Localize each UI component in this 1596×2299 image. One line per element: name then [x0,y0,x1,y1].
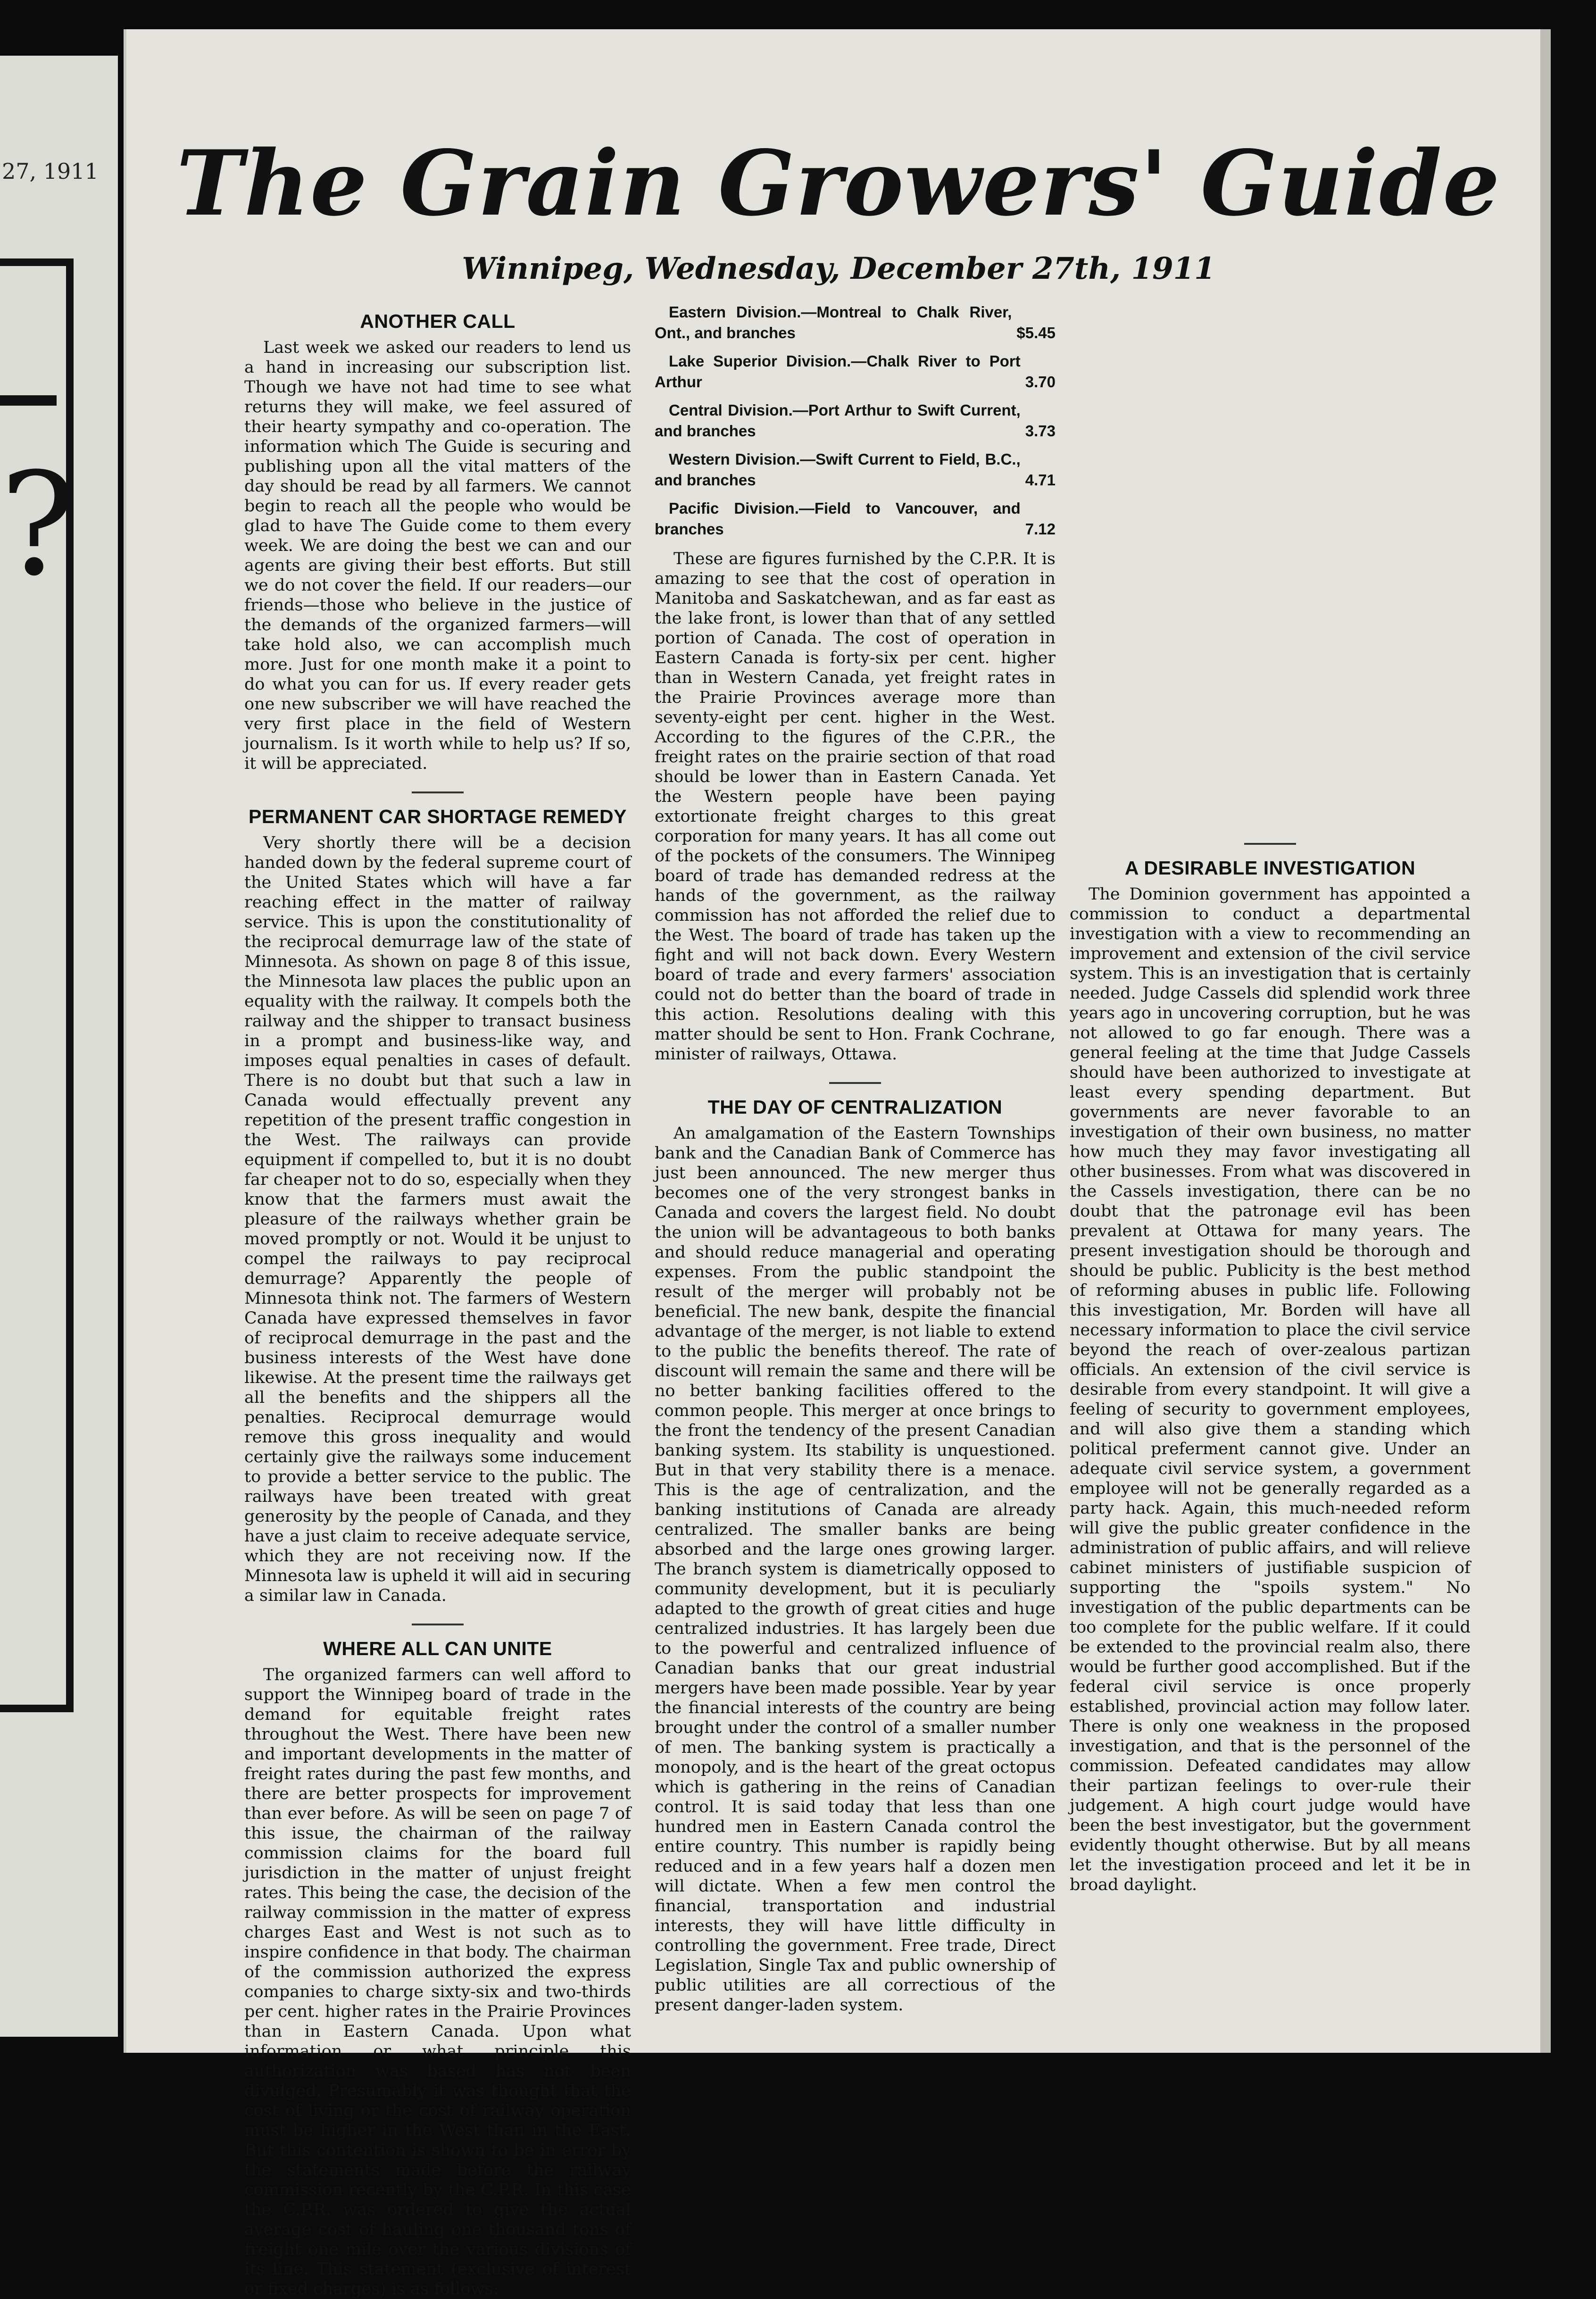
article-body-centralization: An amalgamation of the Eastern Townships bank and the Canadian Bank of Commerce has just been announced. The new merger thus becomes one of the very strongest banks in Canada and covers the largest field. No doubt the union will be advantageous to both banks and should reduce managerial and operating expenses. From the public standpoint the result of the merger will probably not be beneficial. The new bank, despite the financial advantage of the merger, is not liable to extend to the public the benefits thereof. The rate of discount will remain the same and there will be no better banking facilities offered to the common people. This merger at once brings to the front the tendency of the present Canadian banking system. Its stability is unquestioned. But in that very stability there is a menace. This is the age of centralization, and the banking institutions of Canada are already centralized. The smaller banks are being absorbed and the large ones growing larger. The branch system is diametrically opposed to community development, but it is peculiarly adapted to the growth of great cities and huge centralized industries. It has largely been due to the powerful and centralized influence of Canadian banks that our great industrial mergers have been made possible. Year by year the financial interests of the country are being brought under the control of a smaller number of men. The banking system is practically a monopoly, and is the heart of the great octopus which is gathering in the reins of Canadian control. It is said today that less than one hundred men in Eastern Canada control the entire country. This number is rapidly being reduced and in a few years half a dozen men will dictate. When a few men control the financial, transportation and industrial interests, they will have little difficulty in controlling the government. Free trade, Direct Legislation, Single Tax and public ownership of public utilities are all correctious of the present danger-laden system. [655,1124,1056,2015]
freight-cost-value: $5.45 [1016,324,1056,342]
article-title-centralization: THE DAY OF CENTRALIZATION [707,1096,1003,1118]
column-middle [655,293,1056,2015]
freight-cost-division: Lake Superior Division.—Chalk River to Port Arthur [655,352,1021,391]
column-divider [829,1082,881,1084]
article-body-all-can-unite-continued: These are figures furnished by the C.P.R. It is amazing to see that the cost of operation in Manitoba and Saskatchewan, and as far east as the lake front, is lower than that of any settled portion of Canada. The cost of operation in Eastern Canada is forty-six per cent. higher than in Western Canada, yet freight rates in the Prairie Provinces average more than seventy-eight per cent. higher in the West. According to the figures of the C.P.R., the freight rates on the prairie section of that road should be lower than in Eastern Canada. Yet the Western people have been paying extortionate freight charges to this great corporation for many years. It has all come out of the pockets of the consumers. The Winnipeg board of trade has demanded redress at the hands of the government, as the railway commission has not afforded the relief due to the West. The board of trade has taken up the fight and will not back down. Every Western board of trade and every farmers' association could not do better than the board of trade in this action. Resolutions dealing with this matter should be sent to Hon. Frank Cochrane, minister of railways, Ottawa. [655,550,1056,1064]
freight-cost-row [655,400,1056,441]
freight-cost-division: Eastern Division.—Montreal to Chalk River, Ont., and branches [655,303,1012,342]
previous-page-date: 27, 1911 [2,158,99,184]
previous-page-rule [0,395,57,406]
article-title-another-call: ANOTHER CALL [360,310,515,332]
column-left [244,298,631,2299]
previous-page-glyph: ? [0,442,76,607]
article-title-all-can-unite: WHERE ALL CAN UNITE [323,1638,552,1659]
article-body-investigation: The Dominion government has appointed a commission to conduct a departmental investigation with a view to recommending an improvement and extension of the civil service system. This is an investigation that is certainly needed. Judge Cassels did splendid work three years ago in uncovering corruption, but he was not allowed to go far enough. There was a general feeling at the time that Judge Cassels should have been authorized to investigate at least every spending department. But governments are never favorable to an investigation of their own business, no matter how much they may favor investigating all other businesses. From what was discovered in the Cassels investigation, there can be no doubt that the patronage evil has been prevalent at Ottawa for many years. The present investigation should be thorough and should be public. Publicity is the best method of reforming abuses in public life. Following this investigation, Mr. Borden will have all necessary information to place the civil service beyond the reach of over-zealous partizan officials. An extension of the civil service is desirable from every standpoint. It will give a feeling of security to government employees, and will also give them a standing which political preferment cannot give. Under an adequate civil service system, a government employee will not be generally regarded as a party hack. Again, this much-needed reform will give the public greater confidence in the administration of public affairs, and will relieve cabinet ministers of justifiable suspicion of supporting the "spoils system." No investigation of the public departments can be too complete for the public welfare. If it could be extended to the provincial realm also, there would be further good accomplished. But if the federal civil service is once properly established, provincial action may follow later. There is only one weakness in the proposed investigation, and that is the personnel of the commission. Defeated candidates may allow their partizan feelings to over-rule their judgement. A high court judge would have been the best investigator, but the government evidently thought otherwise. But by all means let the investigation proceed and let it be in broad daylight. [1070,885,1471,1894]
freight-cost-row [655,302,1056,343]
previous-page-edge [0,56,118,2037]
freight-cost-row [655,498,1056,540]
column-divider [412,791,464,793]
freight-cost-value: 3.73 [1025,422,1056,440]
masthead-dateline: Winnipeg, Wednesday, December 27th, 1911 [462,251,1215,286]
article-title-investigation: A DESIRABLE INVESTIGATION [1124,857,1416,879]
freight-cost-table [655,302,1056,540]
masthead-title: The Grain Growers' Guide [176,131,1501,236]
freight-cost-division: Western Division.—Swift Current to Field, B.C., and branches [655,450,1021,489]
freight-cost-row [655,449,1056,491]
article-title-car-shortage: PERMANENT CAR SHORTAGE REMEDY [249,806,627,827]
article-body-car-shortage: Very shortly there will be a decision handed down by the federal supreme court of the United States which will have a far reaching effect in the matter of railway service. This is upon the constitutionality of the reciprocal demurrage law of the state of Minnesota. As shown on page 8 of this issue, the Minnesota law places the public upon an equality with the railway. It compels both the railway and the shipper to transact business in a prompt and business-like way, and imposes equal penalties in cases of default. There is no doubt but that such a law in Canada would effectually prevent any repetition of the present traffic congestion in the West. The railways can provide equipment if compelled to, but it is no doubt far cheaper not to do so, especially when they know that the farmers must await the pleasure of the railways whether grain be moved promptly or not. Would it be unjust to compel the railways to pay reciprocal demurrage? Apparently the people of Minnesota think not. The farmers of Western Canada have expressed themselves in favor of reciprocal demurrage in the past and the business interests of the West have done likewise. At the present time the railways get all the benefits and the shippers all the penalties. Reciprocal demurrage would remove this gross inequality and would certainly give the railways some inducement to provide a better service to the public. The railways have been treated with great generosity by the people of Canada, and they have a just claim to receive adequate service, which they are not receiving now. If the Minnesota law is upheld it will aid in securing a similar law in Canada. [244,833,631,1605]
freight-cost-division: Central Division.—Port Arthur to Swift Current, and branches [655,401,1021,440]
freight-cost-value: 4.71 [1025,471,1056,489]
newspaper-page [124,29,1551,2299]
column-divider [1244,843,1296,845]
freight-cost-division: Pacific Division.—Field to Vancouver, and branches [655,500,1021,538]
column-right [1070,286,1471,2003]
freight-cost-value: 7.12 [1025,520,1056,538]
freight-cost-row [655,351,1056,392]
column-divider [412,1624,464,1625]
article-body-all-can-unite: The organized farmers can well afford to support the Winnipeg board of trade in the demand for equitable freight rates throughout the West. There have been new and important developments in the matter of freight rates during the past few months, and there are better prospects for improvement than ever before. As will be seen on page 7 of this issue, the chairman of the railway commission claims for the board full jurisdiction in the matter of unjust freight rates. This being the case, the decision of the railway commission in the matter of express charges East and West is not such as to inspire confidence in that body. The chairman of the commission authorized the express companies to charge sixty-six and two-thirds per cent. higher rates in the Prairie Provinces than in Eastern Canada. Upon what information or what principle this authorization was based has not been divulged. Presumably it was thought that the cost of living or the cost of railway operation must be higher in the West than in the East. But this contention is shown to be in error by the statements made before the railway commission recently by the C.P.R. In this case the C.P.R. was ordered to give the actual average cost of hauling one thousand tons of freight one mile over the various divisions of its line. This statement (exclusive of interest or fixed charges) is as follows: [244,1666,631,2299]
article-body-another-call: Last week we asked our readers to lend us a hand in increasing our subscription list. Though we have not had time to see what returns they will make, we feel assured of their hearty sympathy and co-operation. The information which The Guide is securing and publishing upon all the vital matters of the day should be read by all farmers. We cannot begin to reach all the people who would be glad to have The Guide come to them every week. We are doing the best we can and our agents are giving their best efforts. But still we do not cover the field. If our readers—our friends—those who believe in the justice of the demands of the organized farmers—will take hold also, we can accomplish much more. Just for one month make it a point to do what you can for us. If every reader gets one new subscriber we will have reached the very first place in the field of Western journalism. Is it worth while to help us? If so, it will be appreciated. [244,338,631,773]
freight-cost-value: 3.70 [1025,373,1056,391]
